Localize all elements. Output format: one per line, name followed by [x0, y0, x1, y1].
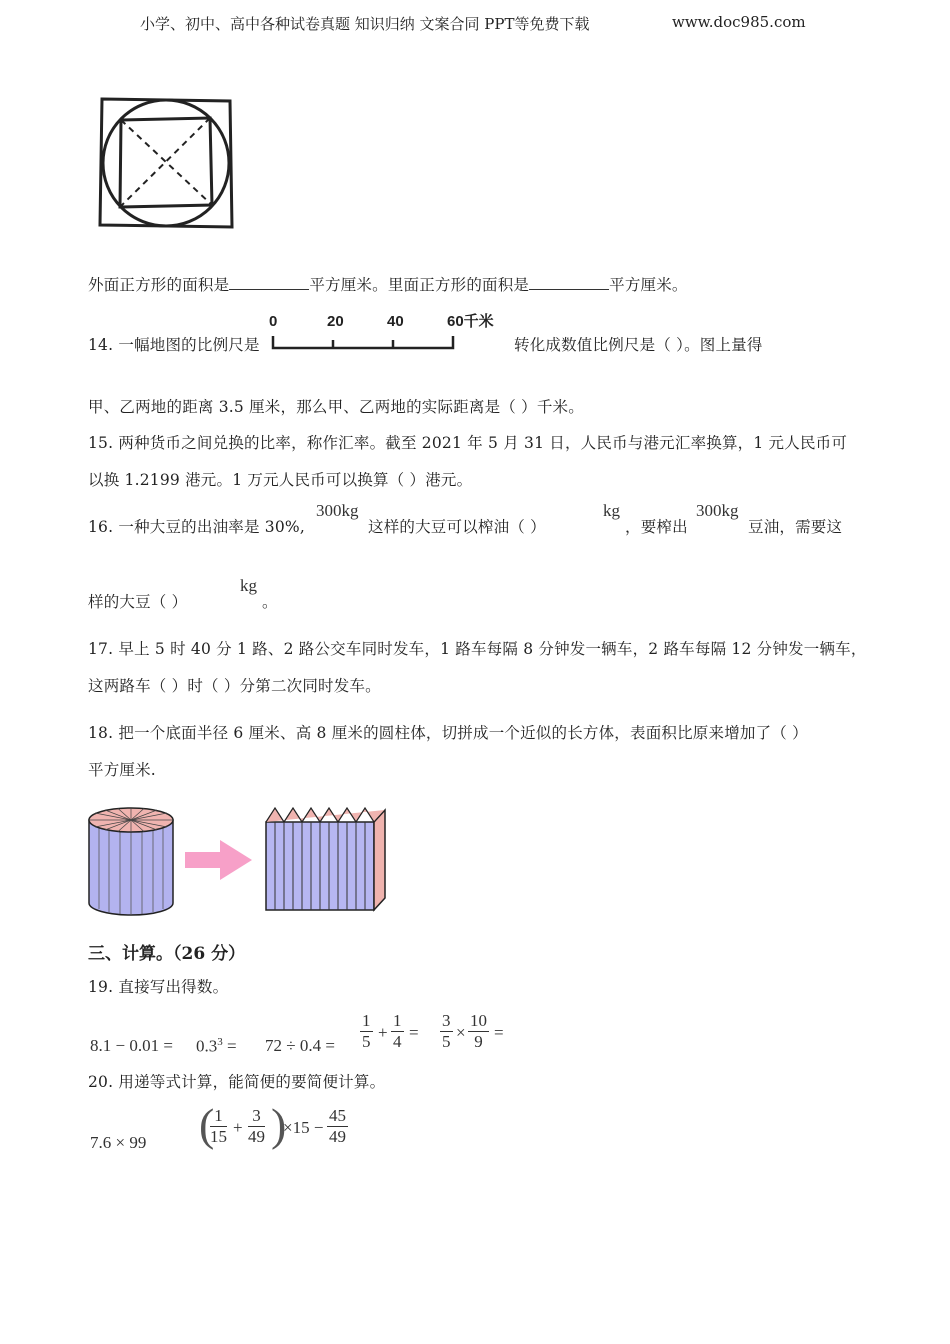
q13-text-c: 平方厘米。 — [609, 276, 688, 294]
q19-expr-2-eq: = — [227, 1036, 237, 1056]
q13-text-a: 外面正方形的面积是 — [88, 276, 230, 294]
q19-title: 19. 直接写出得数。 — [88, 978, 229, 996]
section-3-title: 三、计算。（26 分） — [88, 944, 246, 964]
q18-line2: 平方厘米. — [88, 761, 156, 779]
scale-bar-line — [273, 336, 453, 348]
q19-expr-2-exp: 3 — [217, 1036, 223, 1048]
q19-op-times: × — [456, 1023, 466, 1042]
q16-unit-300kg-a: 300kg — [316, 501, 359, 520]
scale-label-40: 40 — [387, 313, 404, 330]
q16-part3: ，要榨出 — [625, 518, 688, 536]
q20-title: 20. 用递等式计算，能简便的要简便计算。 — [88, 1073, 386, 1091]
q19-frac-3: $\frac{3}{5}$ — [442, 1011, 451, 1051]
q19-frac-1: $\frac{1}{5}$ — [362, 1011, 371, 1051]
q20-expr-1: 7.6 × 99 — [90, 1133, 147, 1152]
header-ad-text: 小学、初中、高中各种试卷真题 知识归纳 文案合同 PPT等免费下载 — [140, 15, 590, 33]
q17-line2: 这两路车（ ）时（ ）分第二次同时发车。 — [88, 677, 381, 695]
q20-paren-open: ( — [199, 1099, 215, 1150]
q14-line1-pre: 14. 一幅地图的比例尺是 — [88, 336, 260, 354]
cuboid-top-zigzag — [266, 808, 385, 822]
q16-unit-kg-a: kg — [603, 501, 620, 520]
q20-op-plus: + — [233, 1118, 243, 1137]
q17-line1: 17. 早上 5 时 40 分 1 路、2 路公交车同时发车，1 路车每隔 8 分钟发一辆车，2 路车每隔 12 分钟发一辆车， — [88, 640, 867, 658]
square-circle-figure — [96, 93, 238, 233]
q15-line2: 以换 1.2199 港元。1 万元人民币可以换算（ ）港元。 — [88, 471, 473, 489]
q16-part2: 这样的大豆可以榨油（ ） — [368, 518, 546, 536]
q16-part1: 16. 一种大豆的出油率是 30%, — [88, 518, 305, 536]
scale-label-20: 20 — [327, 313, 344, 330]
q20-paren-close: ) — [271, 1099, 287, 1150]
scale-bar-figure — [265, 310, 515, 352]
q13-blank-inner[interactable] — [529, 275, 609, 290]
q19-op-plus: + — [378, 1023, 388, 1042]
q13-text — [88, 273, 688, 295]
header-site-link[interactable]: www.doc985.com — [672, 13, 806, 31]
q16-unit-kg-b: kg — [240, 576, 257, 595]
q19-expr-1: 8.1 − 0.01 = — [90, 1036, 173, 1055]
cylinder-to-cuboid-figure — [85, 800, 395, 925]
diagonal-1 — [121, 120, 212, 205]
q19-frac-4: $\frac{10}{9}$ — [470, 1011, 487, 1051]
inner-square — [120, 118, 212, 207]
cuboid-side — [374, 810, 385, 910]
q19-eq-2: = — [494, 1023, 504, 1042]
scale-label-0: 0 — [269, 313, 278, 330]
q13-text-b: 平方厘米。里面正方形的面积是 — [309, 276, 530, 294]
q16-unit-300kg-b: 300kg — [696, 501, 739, 520]
q20-mid: ×15 − — [283, 1118, 324, 1137]
q20-frac-2: $\frac{3}{49}$ — [248, 1106, 265, 1146]
q13-blank-outer[interactable] — [229, 275, 309, 290]
q19-eq-1: = — [409, 1023, 419, 1042]
q16-part5: 样的大豆（ ） — [88, 593, 188, 611]
q14-line1-post: 转化成数值比例尺是（ ）。图上量得 — [514, 336, 763, 354]
scale-label-60km: 60千米 — [447, 313, 494, 330]
q16-part6: 。 — [262, 593, 278, 611]
q19-frac-2: $\frac{1}{4}$ — [393, 1011, 402, 1051]
q18-line1: 18. 把一个底面半径 6 厘米、高 8 厘米的圆柱体，切拼成一个近似的长方体，表面积比原来增加了（ ） — [88, 724, 808, 742]
q19-expr-3: 72 ÷ 0.4 = — [265, 1036, 335, 1055]
q16-part4: 豆油，需要这 — [748, 518, 843, 536]
q14-line2: 甲、乙两地的距离 3.5 厘米，那么甲、乙两地的实际距离是（ ）千米。 — [88, 398, 584, 416]
q15-line1: 15. 两种货币之间兑换的比率，称作汇率。截至 2021 年 5 月 31 日，人民币与港元汇率换算，1 元人民币可 — [88, 434, 848, 452]
q20-frac-3: $\frac{45}{49}$ — [329, 1106, 346, 1146]
q20-frac-1: $\frac{1}{15}$ — [210, 1106, 227, 1146]
right-arrow — [185, 840, 252, 880]
q19-expr-2 — [196, 1036, 237, 1057]
q19-expr-2-base: 0.3 — [196, 1036, 218, 1056]
